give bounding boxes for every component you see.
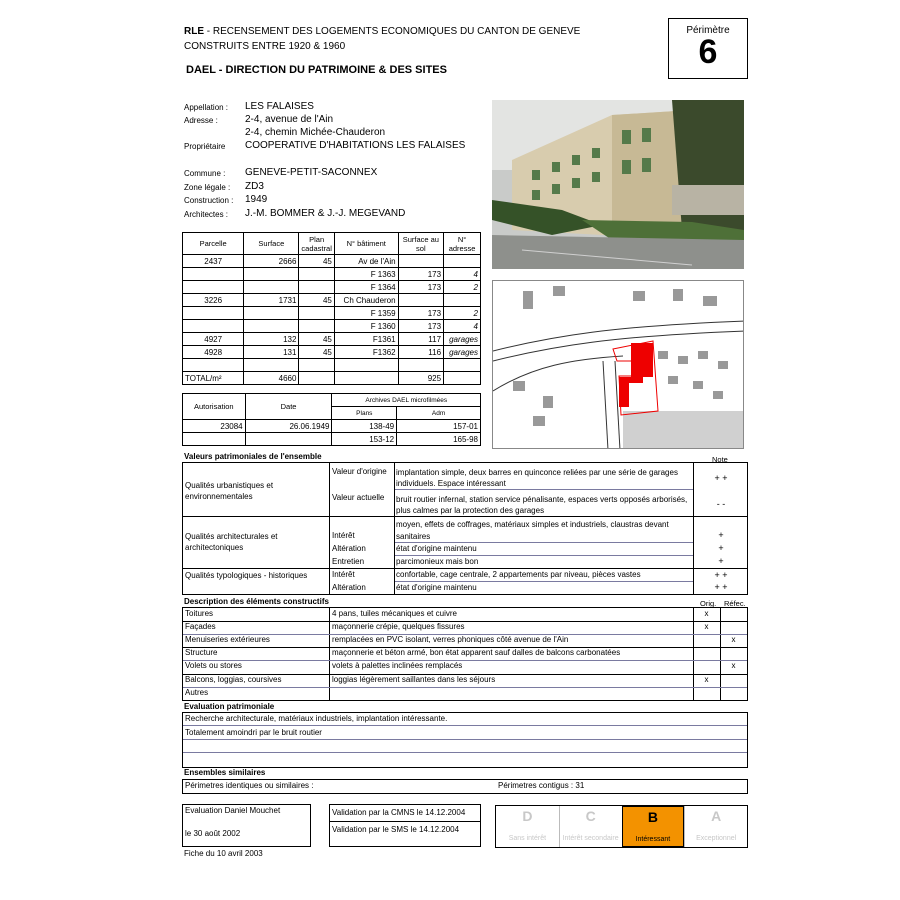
auth-cell: 23084	[183, 420, 246, 433]
element-text: maçonnerie crépie, quelques fissures	[332, 622, 465, 632]
orig-label: Orig.	[700, 599, 717, 608]
label-interet-archi: Intérêt	[332, 531, 355, 540]
grade-label: Intéressant	[635, 836, 671, 843]
label-entretien: Entretien	[332, 557, 365, 566]
architectes-value: J.-M. BOMMER & J.-J. MEGEVAND	[245, 207, 406, 219]
parcel-cell	[398, 359, 443, 372]
ensembles-contigus: Périmetres contigus : 31	[498, 781, 585, 790]
authorisation-table	[182, 393, 481, 446]
proprietaire-label: Propriétaire	[184, 142, 226, 151]
ensembles-identiques: Périmetres identiques ou similaires :	[185, 781, 314, 790]
parcel-cell	[183, 307, 244, 320]
parcel-row	[183, 307, 481, 320]
adresse-value-2: 2-4, chemin Michée-Chauderon	[245, 127, 386, 138]
grade-letter: C	[585, 808, 596, 824]
note-entretien: +	[718, 556, 724, 566]
note-valeur-actuelle: - -	[716, 499, 726, 509]
parcel-cell: 45	[299, 333, 334, 346]
label-alteration-archi: Altération	[332, 544, 366, 553]
proprietaire-value: COOPERATIVE D'HABITATIONS LES FALAISES	[245, 140, 466, 151]
parcel-table-header	[183, 233, 481, 255]
building-photo	[492, 100, 744, 269]
parcel-cell: 4928	[183, 346, 244, 359]
grade-label: Exceptionnel	[696, 835, 737, 842]
total-label: TOTAL/m²	[183, 372, 244, 385]
grade-letter: D	[522, 808, 533, 824]
header-line2: CONSTRUITS ENTRE 1920 & 1960	[184, 41, 346, 52]
text-alteration-typo: état d'origine maintenu	[396, 583, 477, 592]
grade-b	[622, 806, 685, 847]
info-block	[184, 101, 494, 221]
validation-cmns: Validation par la CMNS le 14.12.2004	[332, 808, 466, 817]
parcel-cell	[398, 294, 443, 307]
element-orig: x	[704, 609, 709, 618]
element-text: maçonnerie et béton armé, bon état apparent sauf dalles de balcons carbonatées	[332, 648, 621, 658]
auth-cell: 26.06.1949	[245, 420, 332, 433]
auth-row	[183, 420, 481, 433]
evaluation-box	[182, 712, 748, 768]
element-orig: x	[704, 622, 709, 632]
rle-label: RLE	[184, 26, 204, 37]
grade-letter: A	[711, 808, 722, 824]
evaluation-title: Evaluation patrimoniale	[184, 702, 275, 711]
note-interet-archi: +	[718, 530, 724, 540]
element-text: volets à palettes inclinées remplacés	[332, 661, 463, 671]
auth-cell: 153-12	[332, 433, 397, 446]
parcel-cell: 1731	[244, 294, 299, 307]
auth-cell	[183, 433, 246, 446]
total-surface: 4660	[244, 372, 299, 385]
commune-label: Commune :	[184, 169, 226, 178]
element-orig: x	[704, 674, 709, 684]
construction-value: 1949	[245, 194, 268, 205]
auth-cell: 138-49	[332, 420, 397, 433]
parcel-cell: Av de l'Ain	[334, 255, 398, 268]
element-name: Volets ou stores	[185, 661, 242, 671]
element-name: Balcons, loggias, coursives	[185, 674, 282, 684]
parcel-cell: 117	[398, 333, 443, 346]
parcel-cell: F 1364	[334, 281, 398, 294]
element-name: Toitures	[185, 609, 214, 618]
commune-value: GENEVE-PETIT-SACONNEX	[245, 167, 378, 178]
parcel-cell: 173	[398, 281, 443, 294]
parcel-table	[182, 232, 481, 385]
parcel-cell: F 1359	[334, 307, 398, 320]
text-interet-archi: moyen, effets de coffrages, matériaux simples et industriels, claustras devant sanitaires	[396, 520, 669, 541]
col-surface-sol: Surface au sol	[398, 233, 443, 255]
parcel-cell: 45	[299, 346, 334, 359]
parcel-cell: 4	[444, 268, 481, 281]
element-name: Façades	[185, 622, 216, 632]
parcel-cell: 45	[299, 294, 334, 307]
parcel-cell	[183, 281, 244, 294]
element-text: loggias légèrement saillantes dans les séjours	[332, 674, 496, 684]
text-entretien: parcimonieux mais bon	[396, 557, 479, 566]
evaluation-by-box	[182, 804, 311, 847]
adm-label: Adm	[397, 407, 481, 420]
parcel-cell: 173	[398, 307, 443, 320]
group-typologiques: Qualités typologiques - historiques	[185, 571, 308, 580]
appellation-value: LES FALAISES	[245, 101, 314, 112]
zone-label: Zone légale :	[184, 182, 231, 192]
parcel-cell	[398, 255, 443, 268]
col-parcelle: Parcelle	[183, 233, 244, 255]
parcel-cell	[299, 359, 334, 372]
ensembles-box	[182, 779, 748, 794]
architectes-label: Architectes :	[184, 209, 229, 219]
header-line1	[184, 26, 580, 37]
parcel-cell: Ch Chauderon	[334, 294, 398, 307]
archives-label: Archives DAEL microfilmées	[332, 394, 481, 407]
dael-title: DAEL - DIRECTION DU PATRIMOINE & DES SITES	[186, 64, 447, 76]
parcel-cell: 132	[244, 333, 299, 346]
grade-label: Sans intérêt	[508, 835, 547, 842]
label-alteration-typo: Altération	[332, 583, 366, 592]
grade-scale	[495, 805, 748, 848]
text-valeur-origine: implantation simple, deux barres en quinconce reliées par une série de garages individuels. Espace intéressant	[396, 468, 678, 488]
elements-title: Description des éléments constructifs	[184, 597, 329, 606]
parcel-cell	[299, 268, 334, 281]
col-plan: Plan cadastral	[299, 233, 334, 255]
parcel-cell: 2	[444, 307, 481, 320]
parcel-row	[183, 281, 481, 294]
parcel-cell: 45	[299, 255, 334, 268]
zone-value: ZD3	[245, 180, 264, 192]
grade-a	[684, 806, 747, 847]
auth-row	[183, 433, 481, 446]
col-batiment: N° bâtiment	[334, 233, 398, 255]
refec-label: Réfec.	[724, 599, 746, 608]
parcel-cell: F 1363	[334, 268, 398, 281]
note-alteration-typo: + +	[714, 582, 728, 592]
parcel-cell	[299, 307, 334, 320]
parcel-cell: 4	[444, 320, 481, 333]
auth-cell: 165-98	[397, 433, 481, 446]
parcel-cell: 3226	[183, 294, 244, 307]
col-surface: Surface	[244, 233, 299, 255]
parcel-cell	[183, 320, 244, 333]
parcel-cell	[299, 281, 334, 294]
parcel-cell: 4927	[183, 333, 244, 346]
parcel-cell	[444, 359, 481, 372]
note-valeur-origine: + +	[714, 473, 728, 483]
validation-box	[329, 804, 481, 847]
grade-d	[496, 806, 559, 847]
perimetre-box	[668, 18, 748, 79]
note-label: Note	[712, 455, 728, 464]
text-alteration-archi: état d'origine maintenu	[396, 544, 477, 553]
parcel-cell: 116	[398, 346, 443, 359]
parcel-cell	[183, 268, 244, 281]
perimetre-number: 6	[698, 33, 718, 71]
grade-label: Intérêt secondaire	[562, 835, 619, 842]
grade-letter: B	[647, 809, 658, 825]
parcel-cell: 173	[398, 268, 443, 281]
parcel-cell	[334, 359, 398, 372]
ensembles-title: Ensembles similaires	[184, 768, 266, 777]
parcel-cell	[444, 294, 481, 307]
valeurs-box	[182, 462, 748, 595]
evaluation-line2: Totalement amoindri par le bruit routier	[185, 728, 322, 737]
text-valeur-actuelle: bruit routier infernal, station service pénalisante, espaces verts opposés arborisés, plus calmes par la protection des garages	[396, 495, 688, 515]
cadastral-map	[492, 280, 744, 449]
evaluation-by: Evaluation Daniel Mouchet	[185, 806, 281, 815]
construction-label: Construction :	[184, 196, 234, 205]
parcel-cell	[244, 320, 299, 333]
parcel-cell: 131	[244, 346, 299, 359]
appellation-label: Appellation :	[184, 103, 229, 112]
parcel-cell	[244, 359, 299, 372]
parcel-cell: F 1360	[334, 320, 398, 333]
parcel-cell: 2437	[183, 255, 244, 268]
validation-sms: Validation par le SMS le 14.12.2004	[332, 825, 460, 834]
group-architecturales: Qualités architecturales et architectoniques	[185, 532, 278, 552]
elements-box	[182, 607, 748, 701]
element-text: remplacées en PVC isolant, verres phoniques côté avenue de l'Ain	[332, 635, 569, 645]
adresse-label: Adresse :	[184, 116, 218, 125]
parcel-total-row	[183, 372, 481, 385]
label-interet-typo: Intérêt	[332, 570, 355, 579]
label-valeur-actuelle: Valeur actuelle	[332, 493, 385, 502]
autorisation-label: Autorisation	[183, 394, 246, 420]
adresse-value-1: 2-4, avenue de l'Ain	[245, 114, 334, 125]
auth-header	[183, 394, 481, 407]
parcel-row	[183, 268, 481, 281]
header-title: - RECENSEMENT DES LOGEMENTS ECONOMIQUES DU CANTON DE GENEVE	[204, 26, 581, 37]
parcel-cell	[183, 359, 244, 372]
parcel-cell: 2	[444, 281, 481, 294]
parcel-cell: F1361	[334, 333, 398, 346]
parcel-cell	[299, 320, 334, 333]
fiche-date: Fiche du 10 avril 2003	[184, 849, 263, 858]
parcel-cell	[244, 268, 299, 281]
element-name: Menuiseries extérieures	[185, 635, 270, 645]
parcel-row	[183, 346, 481, 359]
parcel-row	[183, 359, 481, 372]
auth-cell: 157-01	[397, 420, 481, 433]
text-interet-typo: confortable, cage centrale, 2 appartements par niveau, pièces vastes	[396, 570, 641, 579]
parcel-row	[183, 255, 481, 268]
evaluation-line1: Recherche architecturale, matériaux industriels, implantation intéressante.	[185, 714, 448, 723]
valeurs-title: Valeurs patrimoniales de l'ensemble	[184, 452, 322, 461]
evaluation-date: le 30 août 2002	[185, 829, 241, 838]
auth-cell	[245, 433, 332, 446]
parcel-cell: 2666	[244, 255, 299, 268]
date-label: Date	[245, 394, 332, 420]
label-valeur-origine: Valeur d'origine	[332, 467, 387, 476]
parcel-cell	[244, 281, 299, 294]
note-alteration-archi: +	[718, 543, 724, 553]
element-refec: x	[731, 661, 736, 671]
parcel-cell: F1362	[334, 346, 398, 359]
group-urbanistiques: Qualités urbanistiques et environnementales	[185, 481, 274, 501]
grade-c	[559, 806, 622, 847]
plans-label: Plans	[332, 407, 397, 420]
parcel-row	[183, 294, 481, 307]
parcel-cell: garages	[444, 333, 481, 346]
element-name: Autres	[185, 687, 209, 697]
parcel-cell: 173	[398, 320, 443, 333]
element-text: 4 pans, tuiles mécaniques et cuivre	[332, 609, 457, 618]
parcel-cell: garages	[444, 346, 481, 359]
col-adresse: N° adresse	[444, 233, 481, 255]
parcel-cell	[244, 307, 299, 320]
parcel-row	[183, 333, 481, 346]
parcel-cell	[444, 255, 481, 268]
element-refec: x	[731, 635, 736, 645]
perimetre-label: Périmètre	[686, 25, 730, 36]
parcel-row	[183, 320, 481, 333]
element-name: Structure	[185, 648, 218, 658]
note-interet-typo: + +	[714, 570, 728, 580]
total-surface-sol: 925	[398, 372, 443, 385]
